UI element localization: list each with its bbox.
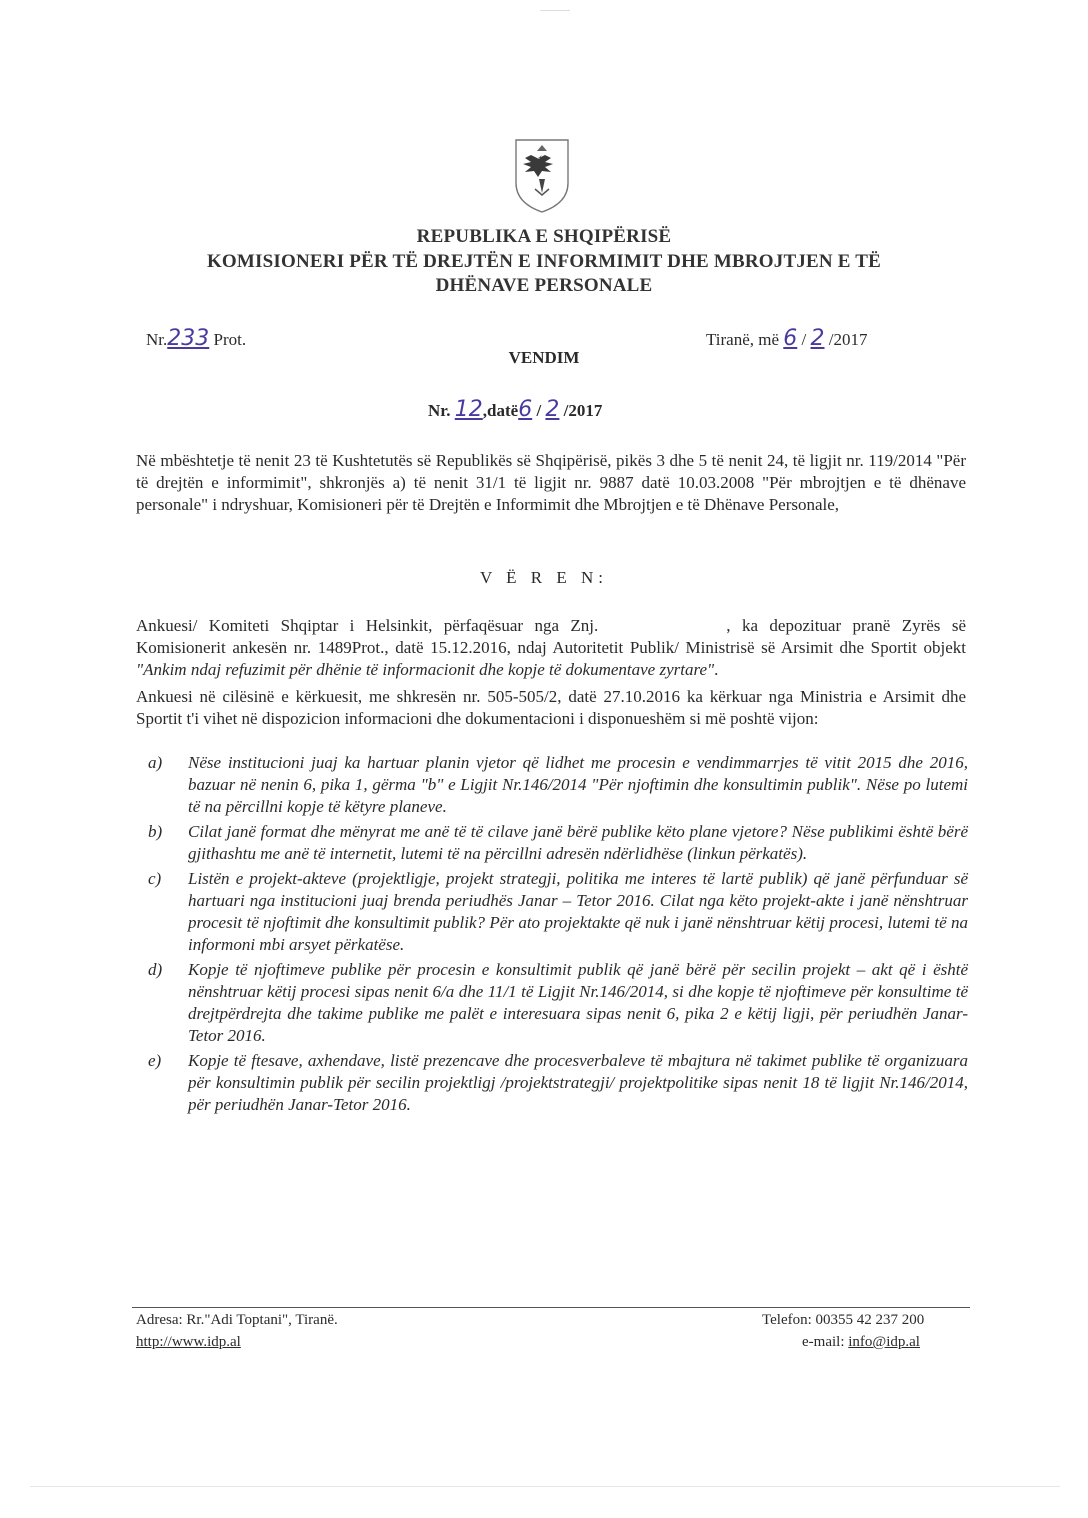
place-date: Tiranë, më 6 / 2 /2017 <box>706 326 868 351</box>
complaint-object: "Ankim ndaj refuzimit për dhënie të informacionit dhe kopje të dokumentave zyrtare" <box>136 660 715 679</box>
request-paragraph: Ankuesi në cilësinë e kërkuesit, me shkresën nr. 505-505/2, datë 27.10.2016 ka kërkuar nga Ministria e Arsimit dhe Sportit t'i vihet në dispozicion informacioni dhe dokumentacioni i disponueshëm si më poshtë vijon: <box>136 687 966 728</box>
list-item: c) Listën e projekt-akteve (projektligje, projekt strategji, politika me interes të lartë publik) që janë përfunduar së hartuari nga institucioni juaj brenda periudhës Janar – Tetor 2016. Cilat nga këto projekt-akte i janë nënshtruar procesit të njoftimit dhe konsultimit publik? Për ato projektakte që nuk i janë nënshtruar këtij procesi, lutemi të na informoni mbi arsyet përkatëse. <box>148 869 968 954</box>
footer-address: Adresa: Rr."Adi Toptani", Tiranë. <box>136 1312 338 1328</box>
handwritten-decision-day: 6 <box>518 397 533 422</box>
footer-phone: Telefon: 00355 42 237 200 <box>762 1312 925 1328</box>
list-item: e) Kopje të ftesave, axhendave, listë prezencave dhe procesverbaleve të mbajtura në takimet publike të organizuara për konsultimin publik për secilin projektligj /projektstrategji/ projektpolitike sipas nenit 18 të ligjit Nr.146/2014, për periudhën Janar-Tetor 2016. <box>148 1051 968 1114</box>
preamble-paragraph: Në mbështetje të nenit 23 të Kushtetutës së Republikës së Shqipërisë, pikës 3 dhe 5 të nenit 24, të ligjit nr. 119/2014 "Për të drejtën e informimit", shkronjës a) të nenit 31/1 të ligjit nr. 9887 datë 10.03.2008 "Për mbrojtjen e të dhënave personale" i ndryshuar, Komisioneri për të Drejtën e Informimit dhe Mbrojtjen e të Dhënave Personale, <box>136 451 966 514</box>
handwritten-month: 2 <box>810 326 825 351</box>
footer-website-link[interactable]: http://www.idp.al <box>136 1334 241 1350</box>
header-institution: KOMISIONERI PËR TË DREJTËN E INFORMIMIT DHE MBROJTJEN E TË <box>206 251 882 272</box>
header-republic: REPUBLIKA E SHQIPËRISË <box>416 226 672 247</box>
footer-divider <box>132 1307 970 1308</box>
handwritten-decision-number: 12 <box>454 397 483 422</box>
handwritten-protocol-number: 233 <box>167 326 210 351</box>
handwritten-day: 6 <box>783 326 798 351</box>
list-item: a) Nëse institucioni juaj ka hartuar planin vjetor që lidhet me procesin e vendimmarrjes të vitit 2015 dhe 2016, bazuar në nenin 6, pika 1, gërma "b" e Ligjit Nr.146/2014 "Për njoftimin dhe konsultimin publik". Nëse po lutemi të na përcillni kopje të këtyre planeve. <box>148 753 968 816</box>
footer-email-link[interactable]: info@idp.al <box>848 1334 920 1350</box>
header-institution-cont: DHËNAVE PERSONALE <box>435 275 653 296</box>
handwritten-decision-month: 2 <box>545 397 560 422</box>
coat-of-arms-icon <box>513 137 571 215</box>
list-item: b) Cilat janë format dhe mënyrat me anë të të cilave janë bërë publike këto plane vjetore? Nëse publikimi është bërë gjithashtu me anë të internetit, lutemi të na përcillni adresën ndërlidhëse (linkun përkatës). <box>148 822 968 863</box>
veren-heading: V Ë R E N: <box>479 568 609 587</box>
decision-heading: VENDIM <box>508 348 580 367</box>
protocol-number: Nr.233 Prot. <box>146 326 247 351</box>
complaint-paragraph: Ankuesi/ Komiteti Shqiptar i Helsinkit, përfaqësuar nga Znj. , ka depozituar pranë Zyrës së Komisionerit ankesën nr. 1489Prot., datë 15.12.2016, ndaj Autoritetit Publik/ Ministrisë së Arsimit dhe Sportit objekt "Ankim ndaj refuzimit për dhënie të informacionit dhe kopje të dokumentave zyrtare". <box>136 616 966 679</box>
request-items-list <box>148 752 968 1119</box>
list-item: d) Kopje të njoftimeve publike për procesin e konsultimit publik që janë bërë për secilin projekt – akt që i është nënshtruar këtij procesi sipas nenit 6/a dhe 11/1 të Ligjit Nr.146/2014, si dhe kopje të njoftimeve për konsultime të drejtpërdrejta dhe takime publike me palët e interesuara sipas nenit 6, pika 2 e këtij ligji, për periudhën Janar-Tetor 2016. <box>148 960 968 1045</box>
scan-edge-line <box>30 1486 1060 1487</box>
footer-email: e-mail: info@idp.al <box>802 1334 920 1350</box>
scan-mark <box>540 10 570 11</box>
decision-number: Nr. 12,datë6 / 2 /2017 <box>428 397 603 422</box>
